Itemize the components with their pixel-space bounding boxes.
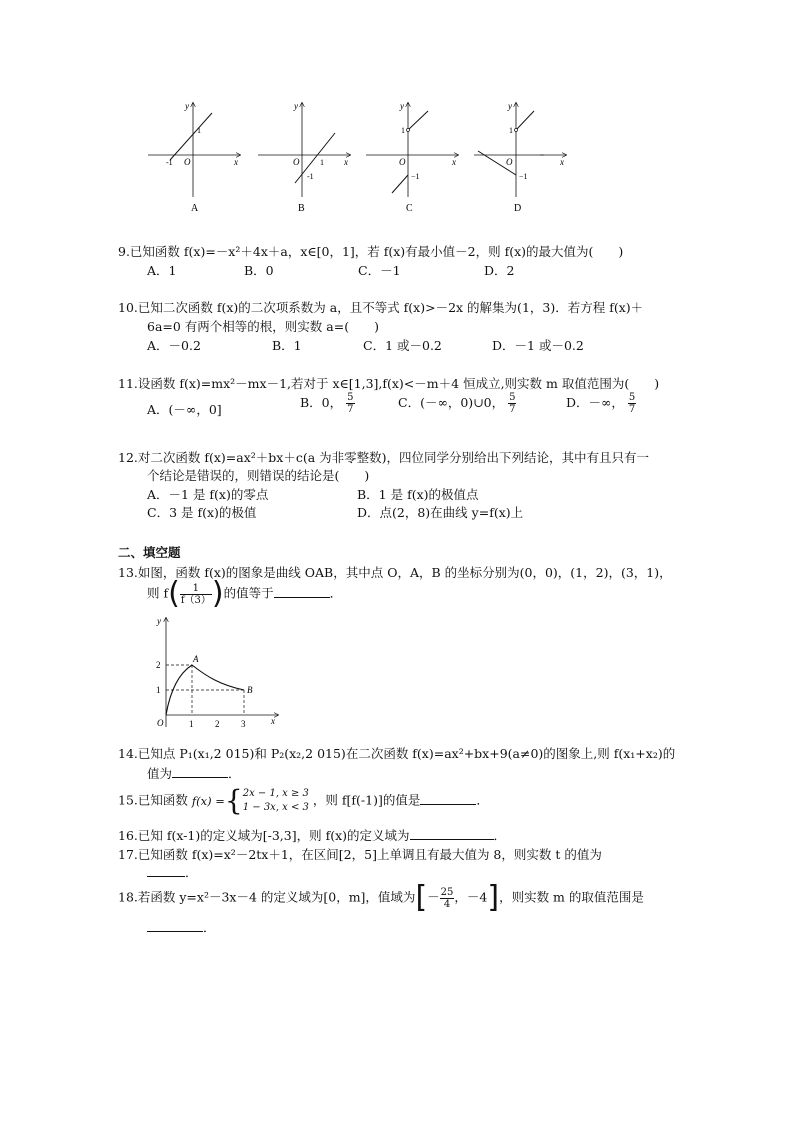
- section-title: 二、填空题: [118, 545, 181, 560]
- q18-line1: 18.若函数 y=x²－3x－4 的定义域为[0，m]，值域为[－ $\frac{25}{4}$ ，－4]，则实数 m 的取值范围是: [118, 880, 644, 915]
- graph-d-label: D: [514, 203, 522, 214]
- graph-a-y: y: [185, 101, 189, 111]
- svg-text:A: A: [193, 654, 199, 664]
- svg-text:3: 3: [241, 719, 246, 729]
- svg-text:1: 1: [189, 719, 194, 729]
- graph-c-line-2: [392, 175, 408, 193]
- graph-a: [148, 101, 240, 214]
- q16-blank: [410, 839, 494, 840]
- graph-a-neg1: -1: [166, 158, 173, 167]
- q10-line1: 10.已知二次函数 f(x)的二次项系数为 a，且不等式 f(x)>－2x 的解集为(1，3)．若方程 f(x)＋: [118, 300, 644, 315]
- q10-option-d: D．－1 或－0.2: [492, 338, 584, 353]
- q18-frac: $\frac{25}{4}$: [440, 886, 454, 910]
- q11-option-c: C．(－∞，0)∪0， $\frac{5}{7}$: [398, 392, 516, 415]
- q12-option-c: C．3 是 f(x)的极值: [147, 505, 257, 520]
- q10-line2: 6a=0 有两个相等的根，则实数 a=( ): [147, 319, 379, 334]
- graph-b-label: B: [298, 203, 305, 214]
- q14-line1: 14.已知点 P₁(x₁,2 015)和 P₂(x₂,2 015)在二次函数 f(x)=ax²+bx+9(a≠0)的图象上,则 f(x₁+x₂)的: [118, 746, 676, 761]
- graph-a-1: 1: [197, 126, 201, 135]
- q15: 15.已知函数 f(x) ={ 2x − 1, x ≥ 3 1 − 3x, x < 3 ，则 f[f(-1)]的值是 ．: [118, 784, 489, 817]
- svg-text:1: 1: [401, 126, 405, 135]
- svg-text:1: 1: [156, 685, 161, 695]
- svg-text:1: 1: [509, 126, 513, 135]
- svg-text:y: y: [400, 101, 404, 111]
- q13-line2: 则 f( $\frac{1}{f(3)}$ )的值等于 ．: [147, 576, 343, 611]
- q11-frac-b: $\frac{5}{7}$: [347, 392, 354, 415]
- graph-d: [474, 101, 566, 214]
- q9-option-b: B．0: [244, 263, 274, 278]
- q14-line2: 值为 ．: [147, 766, 241, 781]
- graph-a-line: [170, 113, 212, 160]
- q16: 16.已知 f(x-1)的定义域为[-3,3]，则 f(x)的定义域为 ．: [118, 828, 507, 843]
- graph-a-o: O: [184, 157, 191, 167]
- q18-line2: ．: [147, 918, 216, 936]
- q12-option-b: B．1 是 f(x)的极值点: [357, 487, 479, 502]
- svg-text:x: x: [560, 157, 564, 167]
- q9-option-c: C．－1: [358, 263, 401, 278]
- q18-blank: [147, 931, 203, 932]
- q10-option-b: B．1: [272, 338, 302, 353]
- graph-c-label: C: [406, 203, 413, 214]
- q11-frac-c: $\frac{5}{7}$: [509, 392, 516, 415]
- svg-text:1: 1: [320, 158, 324, 167]
- svg-text:x: x: [271, 716, 275, 726]
- q15-blank: [420, 804, 476, 805]
- q12-option-d: D．点(2，8)在曲线 y=f(x)上: [357, 505, 524, 520]
- graph-b-line: [295, 133, 335, 183]
- q9-option-d: D．2: [484, 263, 515, 278]
- graph-a-x: x: [234, 157, 238, 167]
- svg-text:y: y: [157, 616, 161, 626]
- q12-option-a: A．－1 是 f(x)的零点: [147, 487, 269, 502]
- q11-option-b: B．0， $\frac{5}{7}$: [300, 392, 354, 415]
- graph-c: [366, 101, 458, 214]
- q17-blank: [147, 876, 185, 877]
- q11-frac-d: $\frac{5}{7}$: [628, 392, 636, 415]
- graph-b: [258, 101, 350, 214]
- q17-line1: 17.已知函数 f(x)=x²－2tx＋1，在区间[2，5]上单调且有最大值为 8，则实数 t 的值为: [118, 847, 602, 862]
- svg-text:2: 2: [215, 719, 220, 729]
- q9-option-a: A．1: [147, 263, 177, 278]
- svg-text:y: y: [294, 101, 298, 111]
- svg-text:x: x: [452, 157, 456, 167]
- q12-line2: 个结论是错误的，则错误的结论是( ): [147, 468, 370, 483]
- svg-text:x: x: [344, 157, 348, 167]
- graph-d-line-1: [516, 111, 534, 130]
- q13-line1: 13.如图，函数 f(x)的图象是曲线 OAB，其中点 O，A，B 的坐标分别为(0，0)，(1，2)，(3，1)，: [118, 565, 672, 580]
- q14-blank: [172, 777, 228, 778]
- q11-option-d: D．－∞， $\frac{5}{7}$: [566, 392, 636, 415]
- svg-text:O: O: [399, 157, 406, 167]
- svg-text:O: O: [157, 718, 164, 728]
- q13-frac: $\frac{1}{f(3)}$: [180, 582, 211, 606]
- q10-option-c: C．1 或－0.2: [363, 338, 442, 353]
- svg-text:B: B: [247, 685, 253, 695]
- svg-text:O: O: [293, 157, 300, 167]
- q11-stem: 11.设函数 f(x)=mx²－mx－1,若对于 x∈[1,3],f(x)<－m＋4 恒成立,则实数 m 取值范围为( ): [118, 376, 660, 391]
- q17-line2: ．: [147, 863, 198, 881]
- q13-blank: [274, 597, 330, 598]
- svg-text:y: y: [508, 101, 512, 111]
- graph-c-line-1: [408, 111, 428, 130]
- q13-graph: [140, 612, 290, 737]
- q11-option-a: A．(－∞，0]: [147, 402, 222, 417]
- svg-text:-1: -1: [307, 172, 314, 181]
- q12-line1: 12.对二次函数 f(x)=ax²＋bx＋c(a 为非零整数)，四位同学分别给出下列结论，其中有且只有一: [118, 450, 650, 465]
- q10-option-a: A．－0.2: [147, 338, 201, 353]
- svg-text:2: 2: [156, 660, 161, 670]
- svg-text:O: O: [506, 157, 513, 167]
- option-graphs: [140, 95, 580, 220]
- svg-text:−1: −1: [411, 172, 420, 181]
- graph-a-label: A: [191, 203, 199, 214]
- q9-stem: 9.已知函数 f(x)=－x²＋4x＋a，x∈[0，1]，若 f(x)有最小值－2，则 f(x)的最大值为( ): [118, 244, 624, 259]
- svg-text:−1: −1: [519, 172, 528, 181]
